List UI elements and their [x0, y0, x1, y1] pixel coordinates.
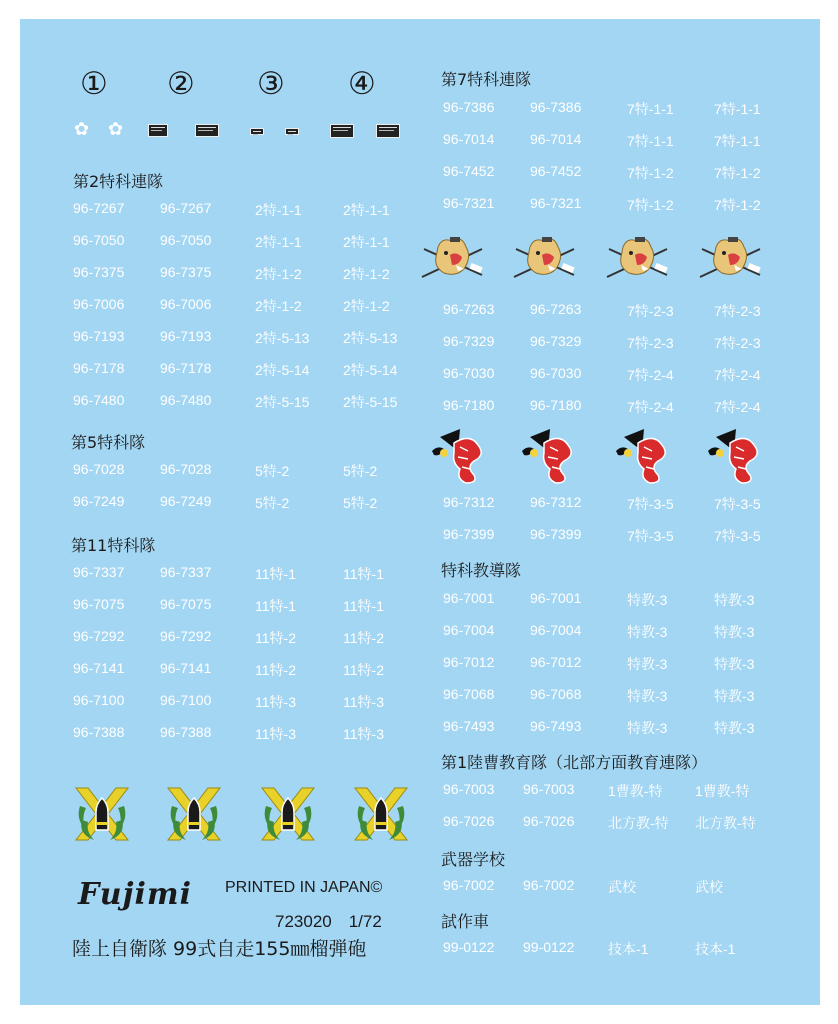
dragon-emblem-icon: [614, 423, 678, 487]
section-title: 試作車: [441, 912, 490, 931]
unit-code: 特教-3: [627, 656, 668, 672]
unit-code: 1曹教-特: [695, 783, 750, 799]
unit-code: 2特-1-1: [255, 234, 302, 250]
registration-number: 96-7292: [160, 628, 212, 644]
marker-3: ③: [257, 66, 285, 102]
registration-number: 96-7100: [73, 692, 125, 708]
unit-code: 技本-1: [608, 941, 649, 957]
registration-number: 96-7028: [160, 461, 212, 477]
unit-code: 2特-1-2: [255, 266, 302, 282]
registration-number: 96-7004: [443, 622, 495, 638]
section-title: 第11特科隊: [71, 536, 156, 555]
marker-1: ①: [80, 66, 108, 102]
registration-number: 96-7388: [73, 724, 125, 740]
dragon-emblem-icon: [430, 423, 494, 487]
unit-code: 7特-1-1: [627, 101, 674, 117]
boar-emblem-icon: [512, 229, 576, 293]
marker-4: ④: [348, 66, 376, 102]
unit-code: 7特-2-3: [627, 303, 674, 319]
registration-number: 96-7386: [530, 99, 582, 115]
artillery-branch-insignia-icon: [258, 784, 318, 844]
license-plate-icon: [285, 128, 299, 135]
registration-number: 96-7050: [160, 232, 212, 248]
registration-number: 96-7075: [160, 596, 212, 612]
registration-number: 96-7014: [443, 131, 495, 147]
registration-number: 96-7337: [73, 564, 125, 580]
dragon-emblem-icon: [520, 423, 584, 487]
unit-code: 2特-5-13: [255, 330, 310, 346]
unit-code: 11特-1: [255, 566, 296, 582]
registration-number: 96-7068: [530, 686, 582, 702]
unit-code: 7特-1-1: [714, 101, 761, 117]
unit-code: 11特-2: [343, 662, 384, 678]
registration-number: 96-7263: [530, 301, 582, 317]
unit-code: 特教-3: [714, 688, 755, 704]
registration-number: 96-7493: [443, 718, 495, 734]
registration-number: 96-7312: [530, 494, 582, 510]
registration-number: 96-7006: [160, 296, 212, 312]
registration-number: 96-7003: [443, 781, 495, 797]
star-insignia-icon: ✿: [74, 119, 90, 140]
unit-code: 2特-1-1: [343, 234, 390, 250]
star-insignia-icon: ✿: [108, 119, 124, 140]
registration-number: 96-7030: [530, 365, 582, 381]
registration-number: 96-7141: [160, 660, 212, 676]
registration-number: 96-7399: [530, 526, 582, 542]
unit-code: 7特-2-4: [714, 399, 761, 415]
unit-code: 5特-2: [343, 495, 378, 511]
registration-number: 96-7263: [443, 301, 495, 317]
unit-code: 特教-3: [627, 688, 668, 704]
registration-number: 96-7249: [160, 493, 212, 509]
registration-number: 96-7267: [160, 200, 212, 216]
registration-number: 96-7012: [443, 654, 495, 670]
boar-emblem-icon: [605, 229, 669, 293]
section-title: 武器学校: [441, 850, 506, 869]
unit-code: 5特-2: [255, 495, 290, 511]
unit-code: 特教-3: [627, 624, 668, 640]
registration-number: 96-7002: [443, 877, 495, 893]
license-plate-icon: [376, 124, 400, 138]
section-title: 第7特科連隊: [441, 70, 532, 89]
unit-code: 2特-1-2: [343, 298, 390, 314]
unit-code: 特教-3: [714, 624, 755, 640]
registration-number: 96-7386: [443, 99, 495, 115]
registration-number: 96-7075: [73, 596, 125, 612]
registration-number: 96-7006: [73, 296, 125, 312]
registration-number: 96-7249: [73, 493, 125, 509]
brand-logo: Fujimi: [78, 877, 192, 912]
section-title: 第5特科隊: [71, 433, 146, 452]
artillery-branch-insignia-icon: [351, 784, 411, 844]
license-plate-icon: [250, 128, 264, 135]
unit-code: 2特-5-13: [343, 330, 398, 346]
registration-number: 99-0122: [523, 939, 575, 955]
registration-number: 96-7014: [530, 131, 582, 147]
boar-emblem-icon: [698, 229, 762, 293]
registration-number: 96-7193: [73, 328, 125, 344]
section-title: 特科教導隊: [441, 561, 522, 580]
registration-number: 96-7004: [530, 622, 582, 638]
registration-number: 96-7337: [160, 564, 212, 580]
unit-code: 7特-2-3: [714, 303, 761, 319]
license-plate-icon: [148, 124, 168, 137]
unit-code: 7特-2-4: [627, 399, 674, 415]
unit-code: 7特-1-2: [627, 165, 674, 181]
artillery-branch-insignia-icon: [164, 784, 224, 844]
dragon-emblem-icon: [706, 423, 770, 487]
unit-code: 11特-3: [255, 694, 296, 710]
product-code: 723020 1/72: [275, 912, 382, 931]
registration-number: 96-7452: [530, 163, 582, 179]
registration-number: 96-7399: [443, 526, 495, 542]
registration-number: 96-7329: [530, 333, 582, 349]
registration-number: 96-7180: [443, 397, 495, 413]
unit-code: 11特-3: [255, 726, 296, 742]
registration-number: 96-7141: [73, 660, 125, 676]
unit-code: 7特-3-5: [714, 496, 761, 512]
unit-code: 11特-2: [255, 662, 296, 678]
unit-code: 2特-5-15: [255, 394, 310, 410]
decal-sheet: [20, 19, 820, 1005]
unit-code: 5特-2: [255, 463, 290, 479]
unit-code: 7特-2-3: [627, 335, 674, 351]
unit-code: 北方教-特: [695, 815, 756, 831]
registration-number: 96-7012: [530, 654, 582, 670]
unit-code: 7特-2-4: [714, 367, 761, 383]
registration-number: 96-7321: [443, 195, 495, 211]
unit-code: 7特-1-1: [627, 133, 674, 149]
unit-code: 2特-5-15: [343, 394, 398, 410]
registration-number: 96-7375: [73, 264, 125, 280]
unit-code: 2特-1-2: [343, 266, 390, 282]
unit-code: 11特-1: [343, 566, 384, 582]
unit-code: 特教-3: [627, 592, 668, 608]
unit-code: 7特-3-5: [627, 496, 674, 512]
unit-code: 特教-3: [627, 720, 668, 736]
registration-number: 96-7375: [160, 264, 212, 280]
unit-code: 7特-1-1: [714, 133, 761, 149]
unit-code: 11特-1: [255, 598, 296, 614]
unit-code: 2特-1-1: [343, 202, 390, 218]
registration-number: 96-7388: [160, 724, 212, 740]
license-plate-icon: [330, 124, 354, 138]
unit-code: 7特-1-2: [627, 197, 674, 213]
unit-code: 11特-2: [255, 630, 296, 646]
registration-number: 96-7452: [443, 163, 495, 179]
unit-code: 北方教-特: [608, 815, 669, 831]
unit-code: 特教-3: [714, 720, 755, 736]
registration-number: 96-7193: [160, 328, 212, 344]
registration-number: 96-7030: [443, 365, 495, 381]
registration-number: 96-7480: [73, 392, 125, 408]
registration-number: 96-7329: [443, 333, 495, 349]
unit-code: 7特-1-2: [714, 197, 761, 213]
registration-number: 96-7178: [160, 360, 212, 376]
registration-number: 96-7002: [523, 877, 575, 893]
registration-number: 96-7001: [530, 590, 582, 606]
unit-code: 2特-1-1: [255, 202, 302, 218]
unit-code: 特教-3: [714, 592, 755, 608]
unit-code: 7特-3-5: [627, 528, 674, 544]
unit-code: 1曹教-特: [608, 783, 663, 799]
unit-code: 11特-2: [343, 630, 384, 646]
registration-number: 96-7178: [73, 360, 125, 376]
registration-number: 96-7480: [160, 392, 212, 408]
registration-number: 96-7180: [530, 397, 582, 413]
unit-code: 7特-1-2: [714, 165, 761, 181]
registration-number: 96-7003: [523, 781, 575, 797]
section-title: 第2特科連隊: [73, 172, 164, 191]
product-name: 陸上自衛隊 99式自走155㎜榴弾砲: [72, 938, 367, 960]
unit-code: 武校: [695, 879, 723, 895]
registration-number: 96-7100: [160, 692, 212, 708]
unit-code: 2特-5-14: [343, 362, 398, 378]
license-plate-icon: [195, 124, 219, 137]
boar-emblem-icon: [420, 229, 484, 293]
registration-number: 96-7026: [443, 813, 495, 829]
unit-code: 特教-3: [714, 656, 755, 672]
artillery-branch-insignia-icon: [72, 784, 132, 844]
unit-code: 11特-3: [343, 694, 384, 710]
registration-number: 96-7292: [73, 628, 125, 644]
registration-number: 99-0122: [443, 939, 495, 955]
registration-number: 96-7267: [73, 200, 125, 216]
unit-code: 武校: [608, 879, 636, 895]
unit-code: 技本-1: [695, 941, 736, 957]
registration-number: 96-7493: [530, 718, 582, 734]
unit-code: 2特-1-2: [255, 298, 302, 314]
unit-code: 5特-2: [343, 463, 378, 479]
registration-number: 96-7068: [443, 686, 495, 702]
unit-code: 7特-2-4: [627, 367, 674, 383]
marker-2: ②: [167, 66, 195, 102]
registration-number: 96-7321: [530, 195, 582, 211]
unit-code: 7特-3-5: [714, 528, 761, 544]
registration-number: 96-7001: [443, 590, 495, 606]
unit-code: 2特-5-14: [255, 362, 310, 378]
registration-number: 96-7050: [73, 232, 125, 248]
printed-in-label: PRINTED IN JAPAN©: [225, 879, 383, 896]
registration-number: 96-7028: [73, 461, 125, 477]
unit-code: 11特-1: [343, 598, 384, 614]
registration-number: 96-7312: [443, 494, 495, 510]
unit-code: 7特-2-3: [714, 335, 761, 351]
registration-number: 96-7026: [523, 813, 575, 829]
unit-code: 11特-3: [343, 726, 384, 742]
section-title: 第1陸曹教育隊（北部方面教育連隊）: [441, 753, 708, 772]
